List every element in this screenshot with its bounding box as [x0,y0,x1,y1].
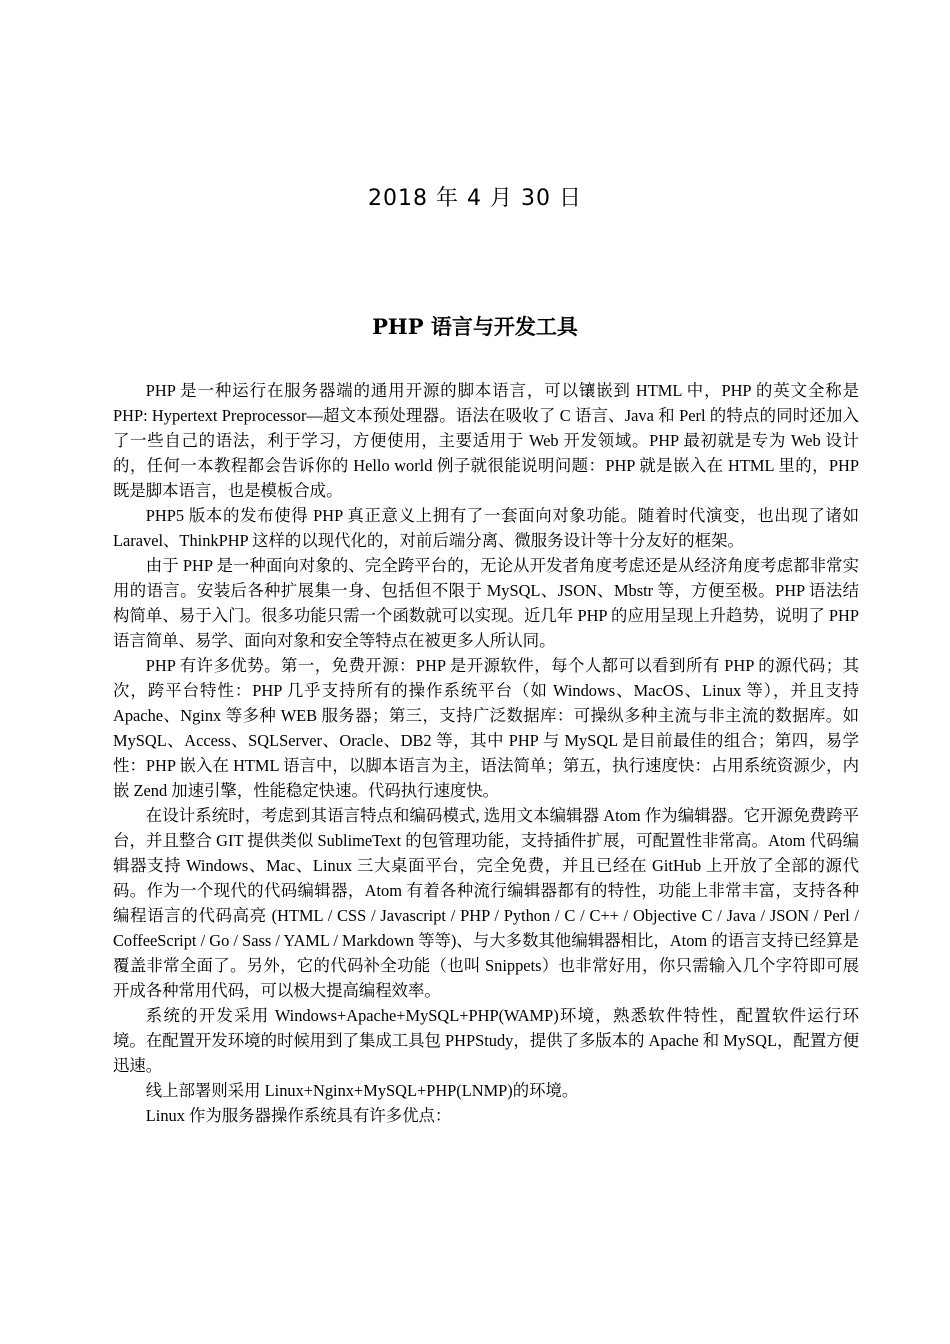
paragraph-cross-platform: 由于 PHP 是一种面向对象的、完全跨平台的，无论从开发者角度考虑还是从经济角度考虑都非常实用的语言。安装后各种扩展集一身、包括但不限于 MySQL、JSON、Mbstr 等，方便至极。PHP 语法结构简单、易于入门。很多功能只需一个函数就可以实现。近几年 PHP 的应用呈现上升趋势，说明了 PHP 语言简单、易学、面向对象和安全等特点在被更多人所认同。 [113,556,859,650]
paragraph-wamp: 系统的开发采用 Windows+Apache+MySQL+PHP(WAMP)环境，熟悉软件特性，配置软件运行环境。在配置开发环境的时候用到了集成工具包 PHPStudy，提供了多版本的 Apache 和 MySQL，配置方便迅速。 [113,1006,859,1075]
document-date: 2018 年 4 月 30 日 [368,186,582,211]
paragraph-advantages: PHP 有许多优势。第一，免费开源：PHP 是开源软件，每个人都可以看到所有 PHP 的源代码；其次，跨平台特性：PHP 几乎支持所有的操作系统平台（如 Windows、MacOS、Linux 等），并且支持 Apache、Nginx 等多种 WEB 服务器；第三，支持广泛数据库：可操纵多种主流与非主流的数据库。如 MySQL、Access、SQLServer、Oracle、DB2 等，其中 PHP 与 MySQL 是目前最佳的组合；第四，易学性：PHP 嵌入在 HTML 语言中，以脚本语言为主，语法简单；第五，执行速度快：占用系统资源少，内嵌 Zend 加速引擎，性能稳定快速。代码执行速度快。 [113,656,859,800]
document-title: PHP 语言与开发工具 [372,314,578,339]
paragraph-lnmp: 线上部署则采用 Linux+Nginx+MySQL+PHP(LNMP)的环境。 [145,1081,579,1100]
paragraph-atom-editor: 在设计系统时，考虑到其语言特点和编码模式, 选用文本编辑器 Atom 作为编辑器。它开源免费跨平台，并且整合 GIT 提供类似 SublimeText 的包管理功能，支持插件扩展，可配置性非常高。Atom 代码编辑器支持 Windows、Mac、Linux 三大桌面平台，完全免费，并且已经在 GitHub 上开放了全部的源代码。作为一个现代的代码编辑器，Atom 有着各种流行编辑器都有的特性，功能上非常丰富，支持各种编程语言的代码高亮 (HTML / CSS / Javascript / PHP / Python / C / C++ / Objective C / Java / JSON / Perl / CoffeeScript / Go / Sass / YAML / Markdown 等等)、与大多数其他编辑器相比，Atom 的语言支持已经算是覆盖非常全面了。另外，它的代码补全功能（也叫 Snippets）也非常好用，你只需输入几个字符即可展开成各种常用代码，可以极大提高编程效率。 [113,806,859,1000]
document-body [113,378,859,1128]
paragraph-php-intro: PHP 是一种运行在服务器端的通用开源的脚本语言，可以镶嵌到 HTML 中，PHP 的英文全称是 PHP: Hypertext Preprocessor—超文本预处理器。语法在吸收了 C 语言、Java 和 Perl 的特点的同时还加入了一些自己的语法，利于学习，方便使用，主要适用于 Web 开发领域。PHP 最初就是专为 Web 设计的，任何一本教程都会告诉你的 Hello world 例子就很能说明问题：PHP 就是嵌入在 HTML 里的，PHP 既是脚本语言，也是模板合成。 [113,381,859,500]
paragraph-php5: PHP5 版本的发布使得 PHP 真正意义上拥有了一套面向对象功能。随着时代演变，也出现了诸如 Laravel、ThinkPHP 这样的以现代化的，对前后端分离、微服务设计等十分友好的框架。 [113,506,859,550]
paragraph-linux: Linux 作为服务器操作系统具有许多优点： [145,1106,452,1125]
